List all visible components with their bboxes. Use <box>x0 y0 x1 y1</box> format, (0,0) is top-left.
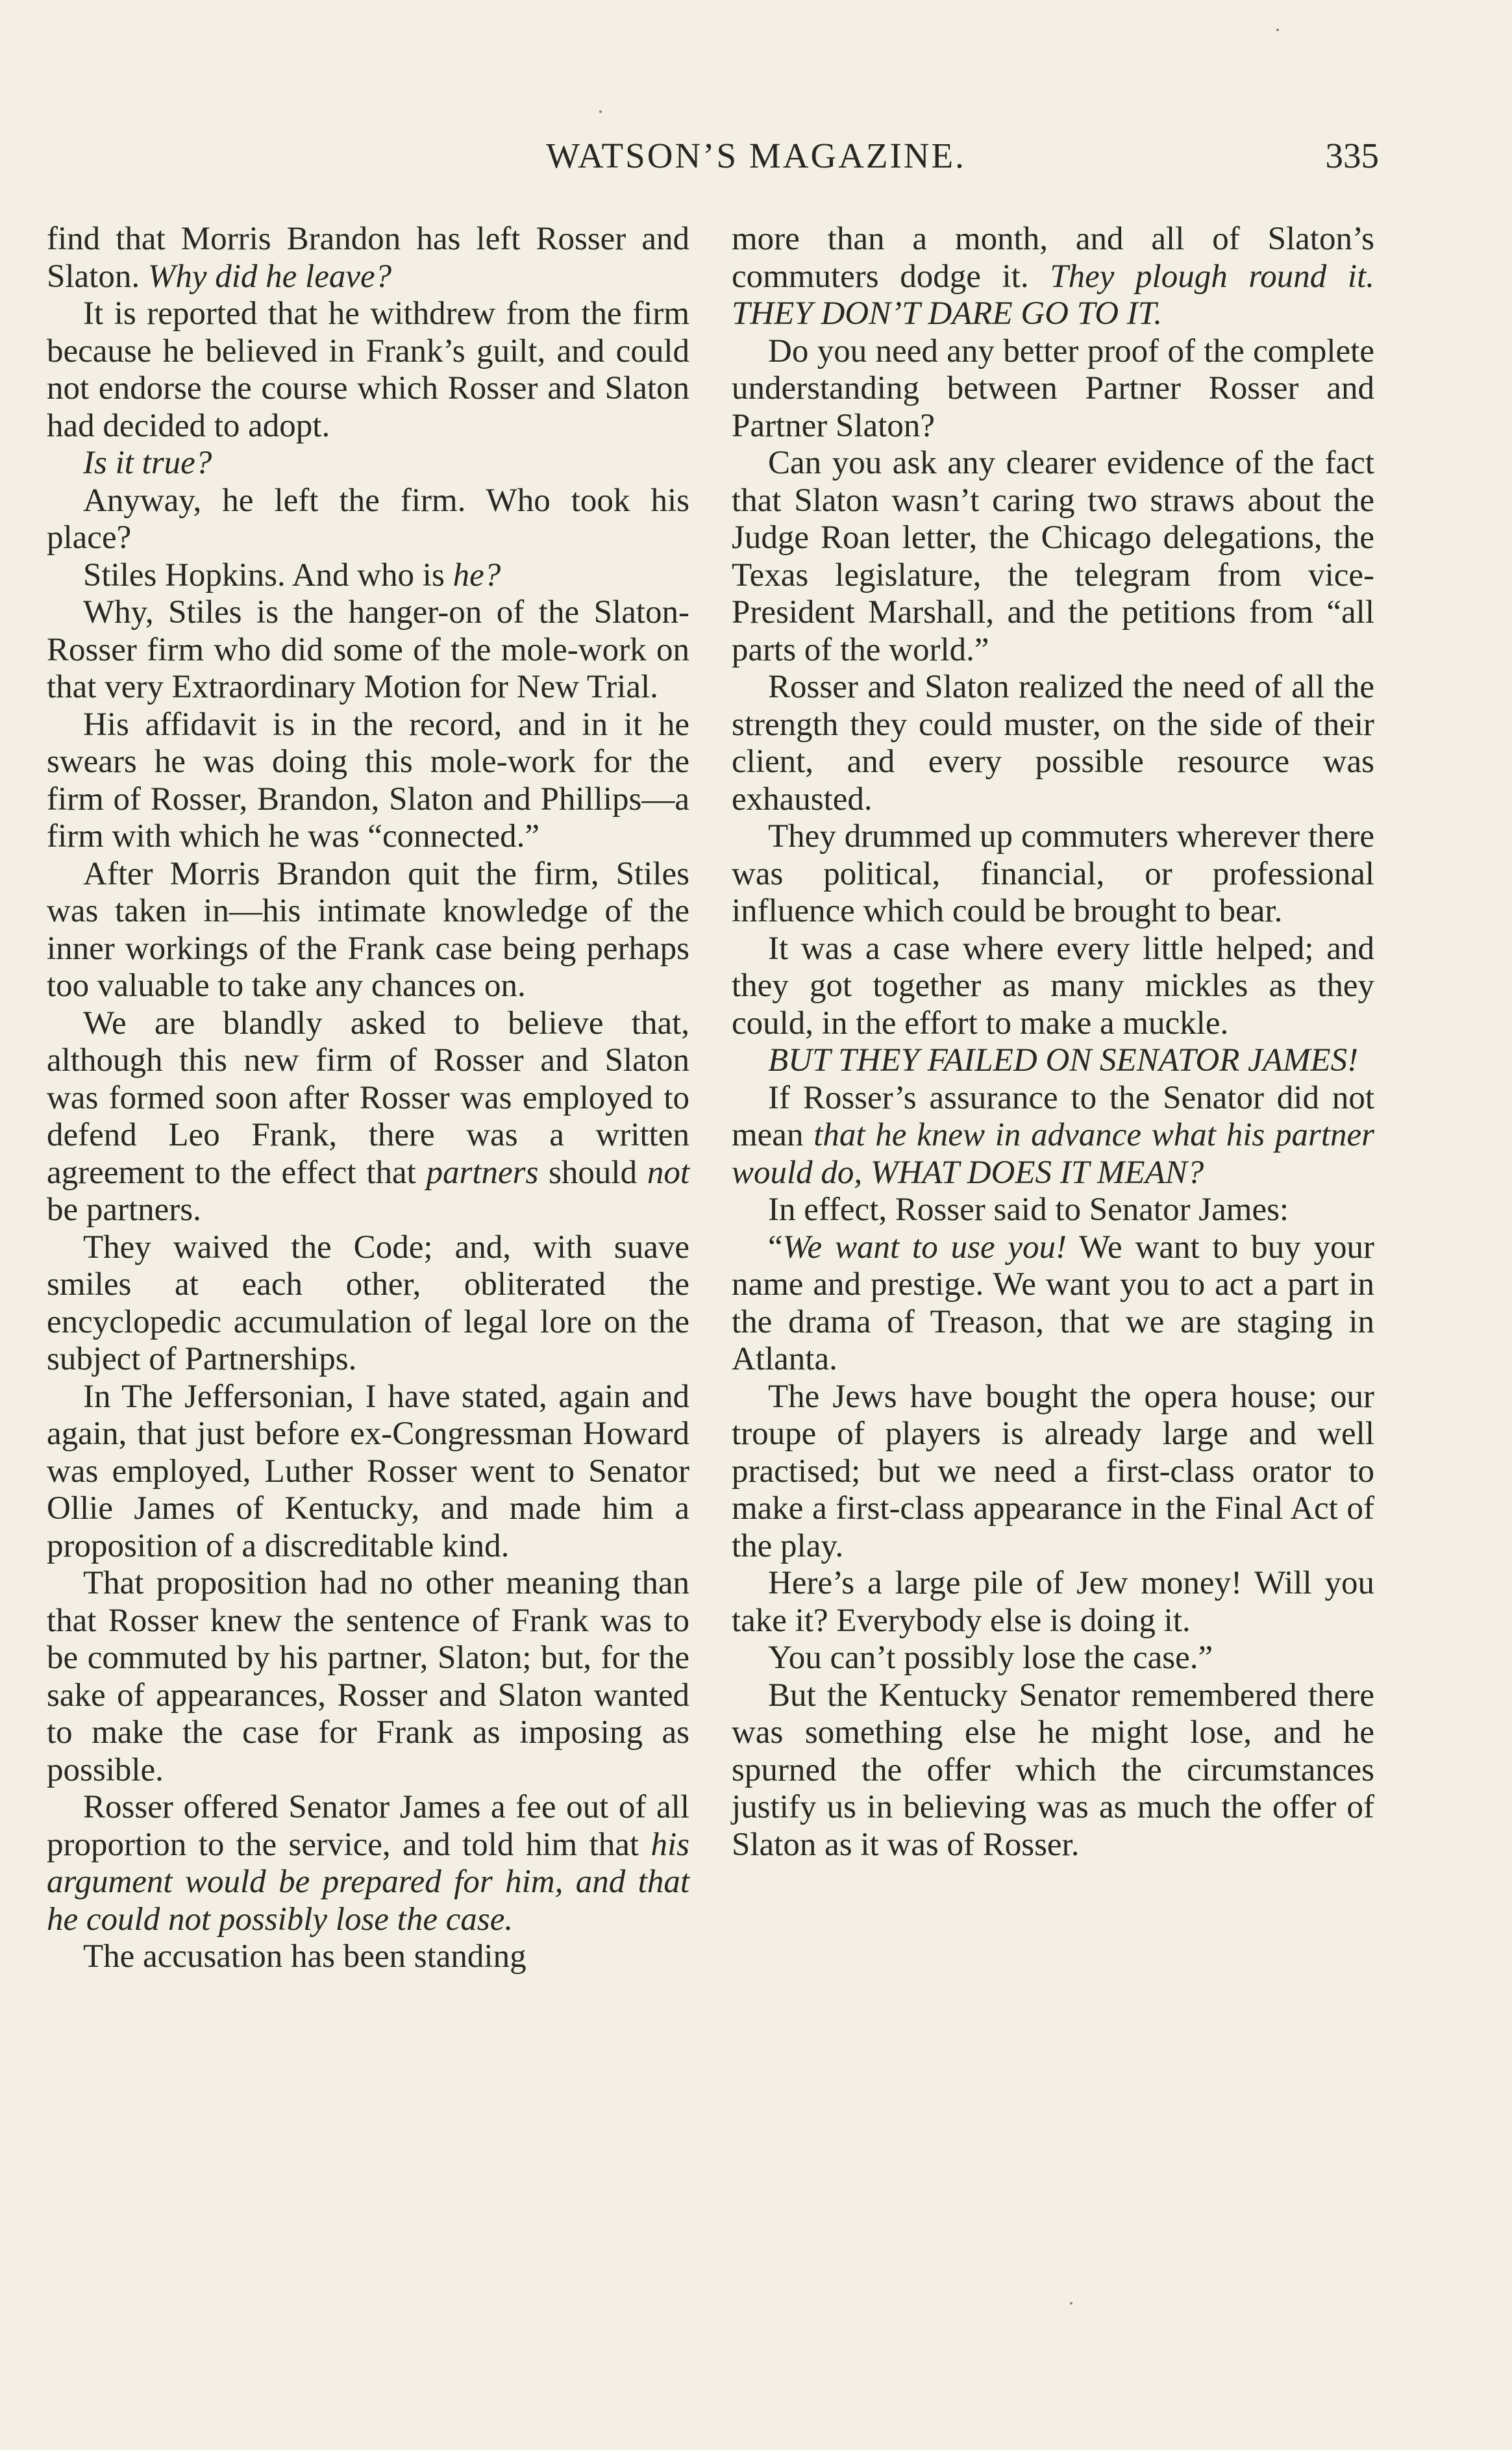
paragraph: Can you ask any clearer evidence of the fact that Slaton wasn’t caring two straws about the Judge Roan letter, the Chicago delegations, the Texas legislature, the telegram from vice-President Marshall, and the petitions from “all parts of the world.” <box>732 445 1374 668</box>
paragraph: Rosser and Slaton realized the need of all the strength they could muster, on the side of their client, and every possible resource was exhausted. <box>732 669 1374 818</box>
paragraph: Stiles Hopkins. And who is he? <box>83 556 501 594</box>
paragraph: In The Jeffersonian, I have stated, again and again, that just before ex-Congressman Howard was employed, Luther Rosser went to Senator Ollie James of Kentucky, and made him a proposition of a discreditable kind. <box>47 1378 689 1564</box>
paragraph: Why, Stiles is the hanger-on of the Slaton-Rosser firm who did some of the mole-work on that very Extraordinary Motion for New Trial. <box>47 594 689 705</box>
paragraph: If Rosser’s assurance to the Senator did not mean that he knew in advance what his partner would do, WHAT DOES IT MEAN? <box>732 1079 1374 1191</box>
paragraph: After Morris Brandon quit the firm, Stiles was taken in—his intimate knowledge of the inner workings of the Frank case being perhaps too valuable to take any chances on. <box>47 855 689 1004</box>
page-number: 335 <box>1325 136 1379 175</box>
paragraph: Rosser offered Senator James a fee out of all proportion to the service, and told him that his argument would be prepared for him, and that he could not possibly lose the case. <box>47 1789 689 1938</box>
paragraph: They waived the Code; and, with suave smiles at each other, obliterated the encyclopedic accumulation of legal lore on the subject of Partnerships. <box>47 1229 689 1377</box>
paragraph: more than a month, and all of Slaton’s commuters dodge it. They plough round it. THEY DON’T DARE GO TO IT. <box>732 221 1374 332</box>
paragraph: It was a case where every little helped; and they got together as many mickles as they could, in the effort to make a muckle. <box>732 930 1374 1042</box>
paragraph: It is reported that he withdrew from the firm because he believed in Frank’s guilt, and could not endorse the course which Rosser and Slaton had decided to adopt. <box>47 295 689 444</box>
paragraph: “We want to use you! We want to buy your name and prestige. We want you to act a part in the drama of Treason, that we are staging in Atlanta. <box>732 1229 1374 1377</box>
paragraph: The accusation has been standing <box>83 1938 527 1975</box>
paragraph: They drummed up commuters wherever there was political, financial, or professional influence which could be brought to bear. <box>732 818 1374 929</box>
magazine-title: WATSON’S MAGAZINE. <box>546 136 966 175</box>
left-column <box>47 221 689 1976</box>
right-column <box>732 221 1374 1864</box>
paragraph: That proposition had no other meaning than that Rosser knew the sentence of Frank was to be commuted by his partner, Slaton; but, for the sake of appearances, Rosser and Slaton wanted to make the case for Frank as imposing as possible. <box>47 1565 689 1788</box>
paragraph: BUT THEY FAILED ON SENATOR JAMES! <box>768 1042 1359 1079</box>
paragraph: His affidavit is in the record, and in it he swears he was doing this mole-work for the firm of Rosser, Brandon, Slaton and Phillips—a firm with which he was “connected.” <box>47 706 689 855</box>
page-header <box>0 133 1512 179</box>
paragraph: The Jews have bought the opera house; our troupe of players is already large and well practised; but we need a first-class orator to make a first-class appearance in the Final Act of the play. <box>732 1378 1374 1564</box>
print-speck <box>1070 2302 1072 2305</box>
paragraph: Do you need any better proof of the complete understanding between Partner Rosser and Partner Slaton? <box>732 332 1374 444</box>
print-speck <box>1276 29 1279 31</box>
paragraph: Anyway, he left the firm. Who took his place? <box>47 482 689 556</box>
paragraph: You can’t possibly lose the case.” <box>768 1640 1213 1676</box>
paragraph: In effect, Rosser said to Senator James: <box>768 1192 1289 1228</box>
paragraph: find that Morris Brandon has left Rosser and Slaton. Why did he leave? <box>47 221 689 295</box>
paragraph: Here’s a large pile of Jew money! Will you take it? Everybody else is doing it. <box>732 1565 1374 1639</box>
print-speck <box>599 110 602 113</box>
paragraph: Is it true? <box>83 445 212 481</box>
paragraph: We are blandly asked to believe that, although this new firm of Rosser and Slaton was formed soon after Rosser was employed to defend Leo Frank, there was a written agreement to the effect that partners should not be partners. <box>47 1005 689 1228</box>
paragraph: But the Kentucky Senator remembered there was something else he might lose, and he spurned the offer which the circumstances justify us in believing was as much the offer of Slaton as it was of Rosser. <box>732 1677 1374 1863</box>
